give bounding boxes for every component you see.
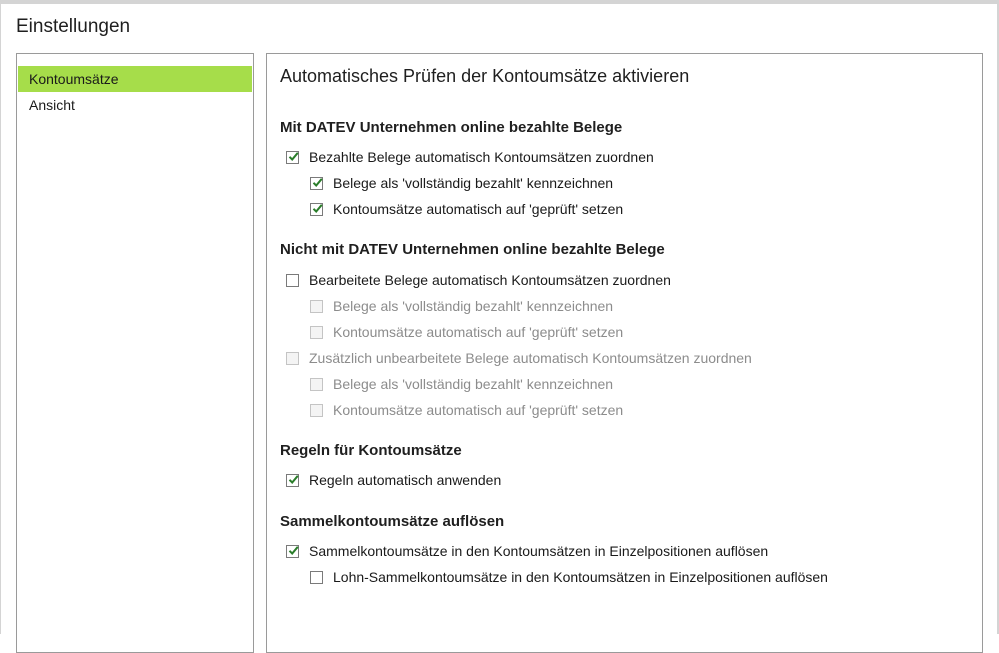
option-bearbeitete-belege-zuordnen[interactable]	[286, 270, 671, 290]
checkbox[interactable]	[310, 378, 323, 391]
option-label: Belege als 'vollständig bezahlt' kennzeichnen	[333, 175, 614, 191]
option-label: Bezahlte Belege automatisch Kontoumsätzen zuordnen	[309, 149, 654, 165]
option-unbearbeitete-belege-zuordnen[interactable]	[286, 348, 752, 368]
checkbox[interactable]	[310, 300, 323, 313]
option-label: Sammelkontoumsätze in den Kontoumsätzen in Einzelpositionen auflösen	[309, 543, 769, 559]
checkbox[interactable]	[286, 545, 299, 558]
option-geprueft-setzen-2[interactable]	[310, 322, 623, 342]
checkmark-icon	[287, 473, 300, 486]
option-label: Kontoumsätze automatisch auf 'geprüft' setzen	[333, 324, 624, 340]
option-sammel-aufloesen[interactable]	[286, 541, 768, 561]
option-vollstaendig-bezahlt-3[interactable]	[310, 374, 613, 394]
checkbox[interactable]	[310, 203, 323, 216]
section-heading-regeln: Regeln für Kontoumsätze	[280, 442, 462, 459]
section-heading-datev-paid: Mit DATEV Unternehmen online bezahlte Belege	[280, 119, 623, 136]
checkmark-icon	[287, 150, 300, 163]
checkbox[interactable]	[310, 571, 323, 584]
checkmark-icon	[311, 176, 324, 189]
section-heading-sammel: Sammelkontoumsätze auflösen	[280, 513, 505, 530]
checkmark-icon	[287, 544, 300, 557]
sidebar	[16, 53, 254, 653]
option-geprueft-setzen-1[interactable]	[310, 199, 623, 219]
option-label: Zusätzlich unbearbeitete Belege automatisch Kontoumsätzen zuordnen	[309, 350, 752, 366]
checkbox[interactable]	[310, 326, 323, 339]
checkbox[interactable]	[286, 274, 299, 287]
option-bezahlte-belege-zuordnen[interactable]	[286, 147, 654, 167]
option-label: Lohn-Sammelkontoumsätze in den Kontoumsätzen in Einzelpositionen auflösen	[333, 569, 828, 585]
option-lohn-sammel-aufloesen[interactable]	[310, 567, 828, 587]
sidebar-item-ansicht[interactable]: Ansicht	[29, 97, 75, 113]
section-heading-not-datev-paid: Nicht mit DATEV Unternehmen online bezahlte Belege	[280, 241, 665, 258]
checkbox[interactable]	[310, 177, 323, 190]
option-label: Regeln automatisch anwenden	[309, 472, 502, 488]
checkmark-icon	[311, 202, 324, 215]
panel-title: Automatisches Prüfen der Kontoumsätze aktivieren	[280, 66, 690, 86]
checkbox[interactable]	[286, 151, 299, 164]
option-label: Belege als 'vollständig bezahlt' kennzeichnen	[333, 376, 614, 392]
option-label: Bearbeitete Belege automatisch Kontoumsätzen zuordnen	[309, 272, 671, 288]
sidebar-item-kontoumsaetze[interactable]: Kontoumsätze	[18, 66, 252, 92]
option-vollstaendig-bezahlt-1[interactable]	[310, 173, 613, 193]
window-title: Einstellungen	[16, 16, 131, 37]
checkbox[interactable]	[310, 404, 323, 417]
option-regeln-anwenden[interactable]	[286, 470, 501, 490]
option-vollstaendig-bezahlt-2[interactable]	[310, 296, 613, 316]
option-label: Kontoumsätze automatisch auf 'geprüft' setzen	[333, 201, 624, 217]
option-label: Kontoumsätze automatisch auf 'geprüft' setzen	[333, 402, 624, 418]
settings-panel	[266, 53, 983, 653]
checkbox[interactable]	[286, 474, 299, 487]
checkbox[interactable]	[286, 352, 299, 365]
option-label: Belege als 'vollständig bezahlt' kennzeichnen	[333, 298, 614, 314]
option-geprueft-setzen-3[interactable]	[310, 400, 623, 420]
